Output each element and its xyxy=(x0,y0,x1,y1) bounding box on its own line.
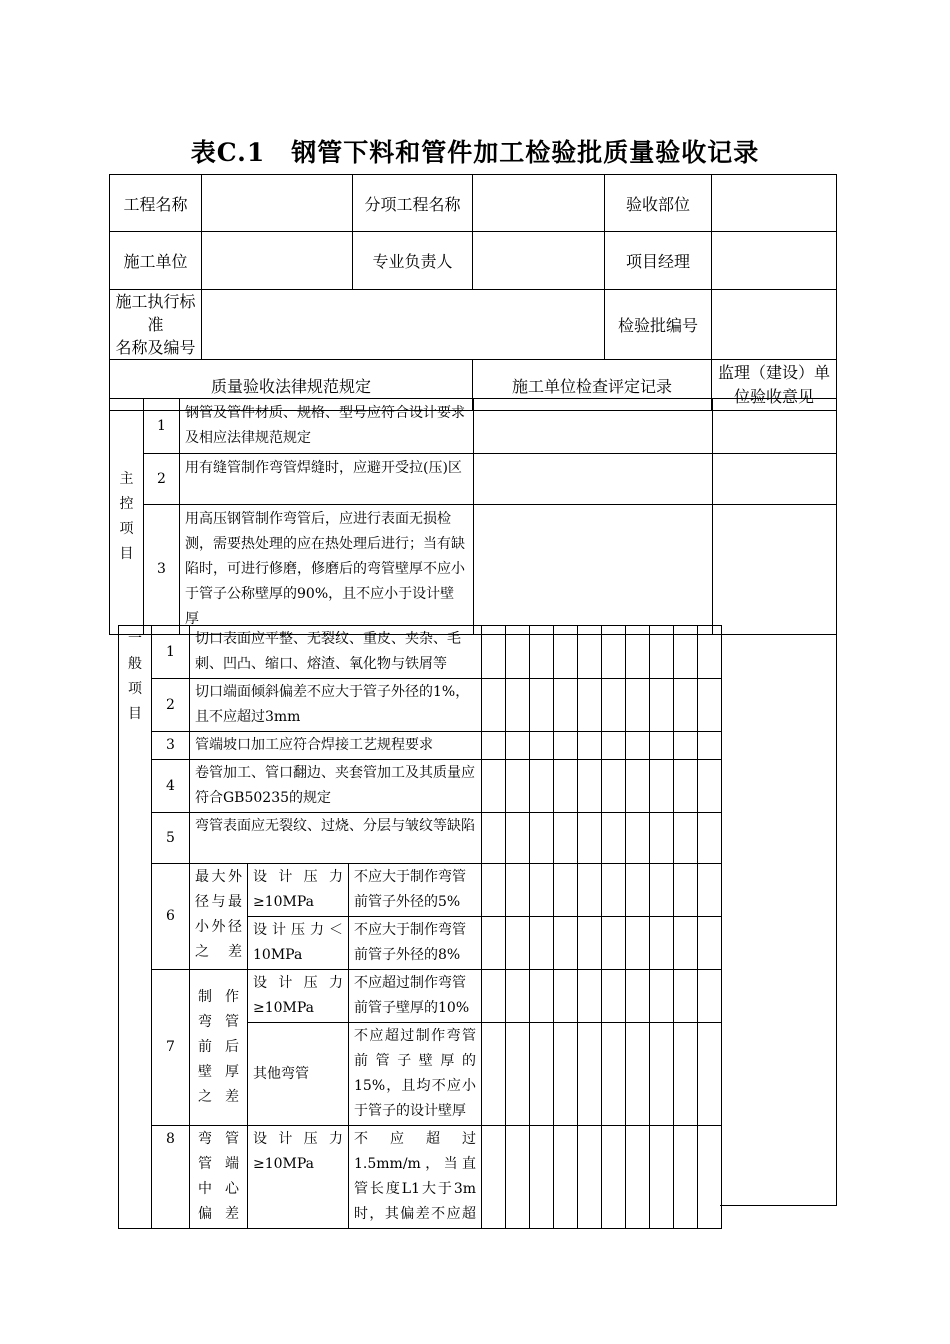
check-cell[interactable] xyxy=(674,626,698,679)
row6-label: 最大外径与最小外径之差 xyxy=(190,864,248,970)
check-cell[interactable] xyxy=(578,970,602,1023)
check-cell[interactable] xyxy=(554,1023,578,1126)
check-cell[interactable] xyxy=(482,813,506,864)
check-cell[interactable] xyxy=(698,626,722,679)
general-item-text: 切口端面倾斜偏差不应大于管子外径的1%，且不应超过3mm xyxy=(190,679,482,732)
check-cell[interactable] xyxy=(530,760,554,813)
check-cell[interactable] xyxy=(578,1126,602,1229)
check-cell[interactable] xyxy=(482,1126,506,1229)
check-cell[interactable] xyxy=(626,626,650,679)
main-item-record[interactable] xyxy=(474,399,713,454)
row7-requirement: 不应超过制作弯管前管子壁厚的15%，且均不应小于管子的设计壁厚 xyxy=(349,1023,482,1126)
check-cell[interactable] xyxy=(530,864,554,917)
check-cell[interactable] xyxy=(698,732,722,760)
general-label-char: 项 xyxy=(128,681,142,697)
check-cell[interactable] xyxy=(602,1126,626,1229)
check-cell[interactable] xyxy=(602,679,626,732)
check-cell[interactable] xyxy=(698,970,722,1023)
project-manager-label: 项目经理 xyxy=(605,232,712,290)
general-item-number: 6 xyxy=(152,864,190,970)
check-cell[interactable] xyxy=(602,970,626,1023)
check-cell[interactable] xyxy=(578,626,602,679)
check-cell[interactable] xyxy=(554,917,578,970)
row8-requirement: 不应超过1.5mm/m，当直管长度L1大于3m时，其偏差不应超 xyxy=(349,1126,482,1229)
check-cell[interactable] xyxy=(530,813,554,864)
standard-name-line2: 名称及编号 xyxy=(115,338,196,357)
check-cell[interactable] xyxy=(506,732,530,760)
check-cell[interactable] xyxy=(482,1023,506,1126)
check-cell[interactable] xyxy=(578,864,602,917)
supervision-line2: 位验收意见 xyxy=(733,387,814,406)
row8-label: 弯管管端中心偏差 xyxy=(190,1126,248,1229)
check-cell[interactable] xyxy=(650,679,674,732)
check-cell[interactable] xyxy=(554,732,578,760)
check-cell[interactable] xyxy=(650,1023,674,1126)
check-cell[interactable] xyxy=(626,1023,650,1126)
check-cell[interactable] xyxy=(554,760,578,813)
project-name-value[interactable] xyxy=(202,175,353,232)
check-cell[interactable] xyxy=(482,864,506,917)
check-cell[interactable] xyxy=(626,864,650,917)
main-label-char: 控 xyxy=(119,495,134,512)
check-cell[interactable] xyxy=(482,679,506,732)
check-cell[interactable] xyxy=(602,864,626,917)
main-item-opinion[interactable] xyxy=(713,454,837,505)
project-name-label: 工程名称 xyxy=(110,175,202,232)
check-cell[interactable] xyxy=(554,813,578,864)
general-item-text: 卷管加工、管口翻边、夹套管加工及其质量应符合GB50235的规定 xyxy=(190,760,482,813)
check-cell[interactable] xyxy=(698,917,722,970)
general-label-char: 一 xyxy=(128,631,142,647)
check-cell[interactable] xyxy=(578,679,602,732)
general-item-text: 管端坡口加工应符合焊接工艺规程要求 xyxy=(190,732,482,760)
check-cell[interactable] xyxy=(674,732,698,760)
inspection-record-header: 施工单位检查评定记录 xyxy=(473,360,712,411)
general-item-number: 7 xyxy=(152,970,190,1126)
batch-number-value[interactable] xyxy=(712,290,837,360)
check-cell[interactable] xyxy=(530,626,554,679)
acceptance-part-value[interactable] xyxy=(712,175,837,232)
check-cell[interactable] xyxy=(506,1023,530,1126)
row7-condition: 设计压力≥10MPa xyxy=(248,970,349,1023)
check-cell[interactable] xyxy=(578,917,602,970)
check-cell[interactable] xyxy=(482,732,506,760)
check-cell[interactable] xyxy=(698,864,722,917)
standard-name-line1: 施工执行标准 xyxy=(115,292,196,334)
check-cell[interactable] xyxy=(674,1126,698,1229)
check-cell[interactable] xyxy=(674,1023,698,1126)
check-cell[interactable] xyxy=(650,626,674,679)
main-item-record[interactable] xyxy=(474,505,713,635)
check-cell[interactable] xyxy=(554,679,578,732)
check-cell[interactable] xyxy=(506,626,530,679)
check-cell[interactable] xyxy=(530,732,554,760)
check-cell[interactable] xyxy=(602,626,626,679)
check-cell[interactable] xyxy=(578,1023,602,1126)
row6-requirement: 不应大于制作弯管前管子外径的8% xyxy=(349,917,482,970)
check-cell[interactable] xyxy=(698,813,722,864)
check-cell[interactable] xyxy=(674,760,698,813)
check-cell[interactable] xyxy=(530,970,554,1023)
sub-project-name-label: 分项工程名称 xyxy=(353,175,473,232)
check-cell[interactable] xyxy=(578,813,602,864)
check-cell[interactable] xyxy=(650,917,674,970)
check-cell[interactable] xyxy=(506,970,530,1023)
main-item-opinion[interactable] xyxy=(713,505,837,635)
row7-label: 制作弯管前后壁厚之差 xyxy=(190,970,248,1126)
general-item-number: 8 xyxy=(152,1126,190,1229)
check-cell[interactable] xyxy=(626,732,650,760)
quality-spec-header: 质量验收法律规范规定 xyxy=(110,360,473,411)
general-item-number: 4 xyxy=(152,760,190,813)
check-cell[interactable] xyxy=(626,1126,650,1229)
check-cell[interactable] xyxy=(530,679,554,732)
check-cell[interactable] xyxy=(674,864,698,917)
check-cell[interactable] xyxy=(602,1023,626,1126)
main-items-label xyxy=(110,399,144,635)
check-cell[interactable] xyxy=(578,732,602,760)
check-cell[interactable] xyxy=(698,679,722,732)
check-cell[interactable] xyxy=(506,1126,530,1229)
row6-condition: 设计压力＜10MPa xyxy=(248,917,349,970)
check-cell[interactable] xyxy=(482,917,506,970)
check-cell[interactable] xyxy=(506,864,530,917)
general-item-number: 2 xyxy=(152,679,190,732)
main-label-char: 项 xyxy=(119,520,134,537)
check-cell[interactable] xyxy=(698,760,722,813)
check-cell[interactable] xyxy=(554,970,578,1023)
general-item-number: 5 xyxy=(152,813,190,864)
check-cell[interactable] xyxy=(698,1126,722,1229)
check-cell[interactable] xyxy=(650,864,674,917)
sub-project-name-value[interactable] xyxy=(473,175,605,232)
check-cell[interactable] xyxy=(578,760,602,813)
professional-lead-value[interactable] xyxy=(473,232,605,290)
check-cell[interactable] xyxy=(554,1126,578,1229)
general-item-number: 3 xyxy=(152,732,190,760)
row8-condition: 设计压力≥10MPa xyxy=(248,1126,349,1229)
check-cell[interactable] xyxy=(674,813,698,864)
check-cell[interactable] xyxy=(530,1126,554,1229)
check-cell[interactable] xyxy=(602,760,626,813)
project-manager-value[interactable] xyxy=(712,232,837,290)
professional-lead-label: 专业负责人 xyxy=(353,232,473,290)
main-item-opinion[interactable] xyxy=(713,399,837,454)
check-cell[interactable] xyxy=(650,970,674,1023)
supervision-line1: 监理（建设）单 xyxy=(717,363,830,382)
general-item-number: 1 xyxy=(152,626,190,679)
main-label-char: 目 xyxy=(119,545,134,562)
acceptance-part-label: 验收部位 xyxy=(605,175,712,232)
check-cell[interactable] xyxy=(506,813,530,864)
main-item-text: 用高压钢管制作弯管后，应进行表面无损检测，需要热处理的应在热处理后进行；当有缺陷时，可进行修磨，修磨后的弯管壁厚不应小于管子公称壁厚的90%，且不应小于设计壁厚 xyxy=(180,505,474,635)
main-item-record[interactable] xyxy=(474,454,713,505)
check-cell[interactable] xyxy=(482,626,506,679)
check-cell[interactable] xyxy=(626,917,650,970)
check-cell[interactable] xyxy=(602,732,626,760)
general-label-char: 般 xyxy=(128,656,142,672)
check-cell[interactable] xyxy=(530,917,554,970)
general-item-text: 切口表面应平整、无裂纹、重皮、夹杂、毛刺、凹凸、缩口、熔渣、氧化物与铁屑等 xyxy=(190,626,482,679)
check-cell[interactable] xyxy=(650,760,674,813)
general-item-text: 弯管表面应无裂纹、过烧、分层与皱纹等缺陷 xyxy=(190,813,482,864)
general-supervision-column[interactable] xyxy=(720,625,837,1206)
check-cell[interactable] xyxy=(506,679,530,732)
row6-condition: 设计压力≥10MPa xyxy=(248,864,349,917)
check-cell[interactable] xyxy=(506,917,530,970)
general-label-char: 目 xyxy=(128,706,142,722)
check-cell[interactable] xyxy=(530,1023,554,1126)
batch-number-label: 检验批编号 xyxy=(605,290,712,360)
check-cell[interactable] xyxy=(626,813,650,864)
main-label-char: 主 xyxy=(119,470,134,487)
check-cell[interactable] xyxy=(626,970,650,1023)
check-cell[interactable] xyxy=(626,760,650,813)
general-items-label xyxy=(119,626,152,1229)
check-cell[interactable] xyxy=(554,626,578,679)
standard-name-value[interactable] xyxy=(202,290,605,360)
check-cell[interactable] xyxy=(602,813,626,864)
construction-unit-label: 施工单位 xyxy=(110,232,202,290)
check-cell[interactable] xyxy=(698,1023,722,1126)
check-cell[interactable] xyxy=(506,760,530,813)
check-cell[interactable] xyxy=(674,679,698,732)
check-cell[interactable] xyxy=(482,760,506,813)
construction-unit-value[interactable] xyxy=(202,232,353,290)
standard-name-label xyxy=(110,290,202,360)
check-cell[interactable] xyxy=(482,970,506,1023)
row7-condition: 其他弯管 xyxy=(248,1023,349,1126)
check-cell[interactable] xyxy=(674,970,698,1023)
header-table xyxy=(109,174,837,411)
check-cell[interactable] xyxy=(674,917,698,970)
main-item-text: 钢管及管件材质、规格、型号应符合设计要求及相应法律规范规定 xyxy=(180,399,474,454)
main-item-text: 用有缝管制作弯管焊缝时，应避开受拉(压)区 xyxy=(180,454,474,505)
main-item-number: 1 xyxy=(144,399,180,454)
document-title: 表C.1 钢管下料和管件加工检验批质量验收记录 xyxy=(190,138,760,167)
main-item-number: 3 xyxy=(144,505,180,635)
main-control-table xyxy=(109,398,837,635)
check-cell[interactable] xyxy=(650,813,674,864)
check-cell[interactable] xyxy=(626,679,650,732)
check-cell[interactable] xyxy=(602,917,626,970)
row6-requirement: 不应大于制作弯管前管子外径的5% xyxy=(349,864,482,917)
check-cell[interactable] xyxy=(650,732,674,760)
general-items-table xyxy=(118,625,722,1229)
row7-requirement: 不应超过制作弯管前管子壁厚的10% xyxy=(349,970,482,1023)
check-cell[interactable] xyxy=(554,864,578,917)
check-cell[interactable] xyxy=(650,1126,674,1229)
main-item-number: 2 xyxy=(144,454,180,505)
